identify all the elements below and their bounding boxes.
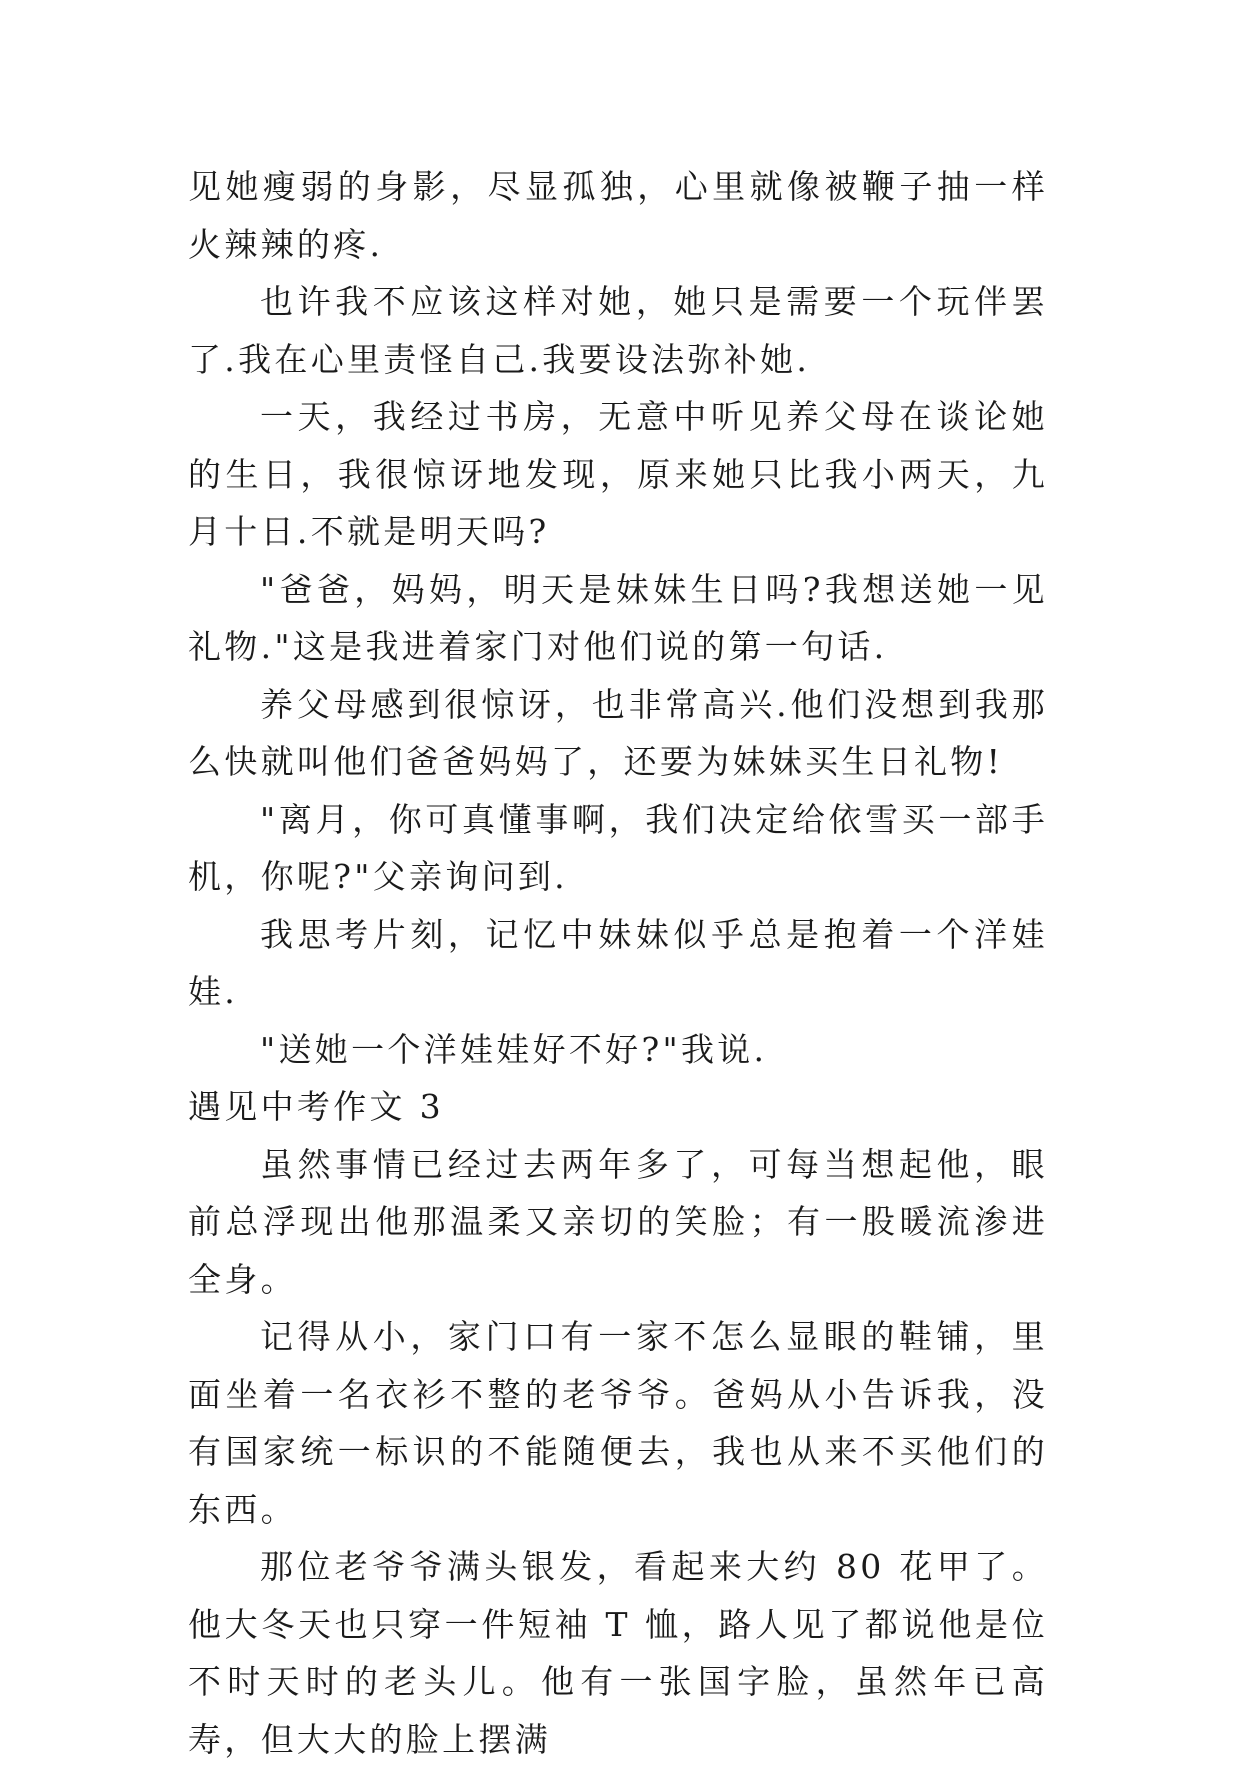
section-heading: 遇见中考作文 3	[188, 1087, 444, 1126]
paragraph: 那位老爷爷满头银发，看起来大约 80 花甲了。他大冬天也只穿一件短袖 T 恤，路人见了都说他是位不时天时的老头儿。他有一张国字脸，虽然年已高寿，但大大的脸上摆满	[188, 1547, 1048, 1759]
paragraph: 见她瘦弱的身影，尽显孤独，心里就像被鞭子抽一样火辣辣的疼.	[188, 167, 1048, 264]
paragraph: "爸爸，妈妈，明天是妹妹生日吗?我想送她一见礼物."这是我进着家门对他们说的第一句话.	[188, 569, 1048, 666]
paragraph: "送她一个洋娃娃好不好?"我说.	[260, 1029, 768, 1069]
paragraph: 养父母感到很惊讶，也非常高兴.他们没想到我那么快就叫他们爸爸妈妈了，还要为妹妹买生日礼物!	[188, 684, 1048, 781]
paragraph: 我思考片刻，记忆中妹妹似乎总是抱着一个洋娃娃.	[188, 914, 1048, 1011]
paragraph: "离月，你可真懂事啊，我们决定给依雪买一部手机，你呢?"父亲询问到.	[188, 799, 1048, 896]
paragraph: 也许我不应该这样对她，她只是需要一个玩伴罢了.我在心里责怪自己.我要设法弥补她.	[188, 282, 1048, 379]
document-body	[188, 158, 1048, 1768]
paragraph: 记得从小，家门口有一家不怎么显眼的鞋铺，里面坐着一名衣衫不整的老爷爷。爸妈从小告诉我，没有国家统一标识的不能随便去，我也从来不买他们的东西。	[188, 1317, 1048, 1529]
paragraph: 虽然事情已经过去两年多了，可每当想起他，眼前总浮现出他那温柔又亲切的笑脸；有一股暖流渗进全身。	[188, 1144, 1048, 1299]
paragraph: 一天，我经过书房，无意中听见养父母在谈论她的生日，我很惊讶地发现，原来她只比我小两天，九月十日.不就是明天吗?	[188, 397, 1048, 551]
